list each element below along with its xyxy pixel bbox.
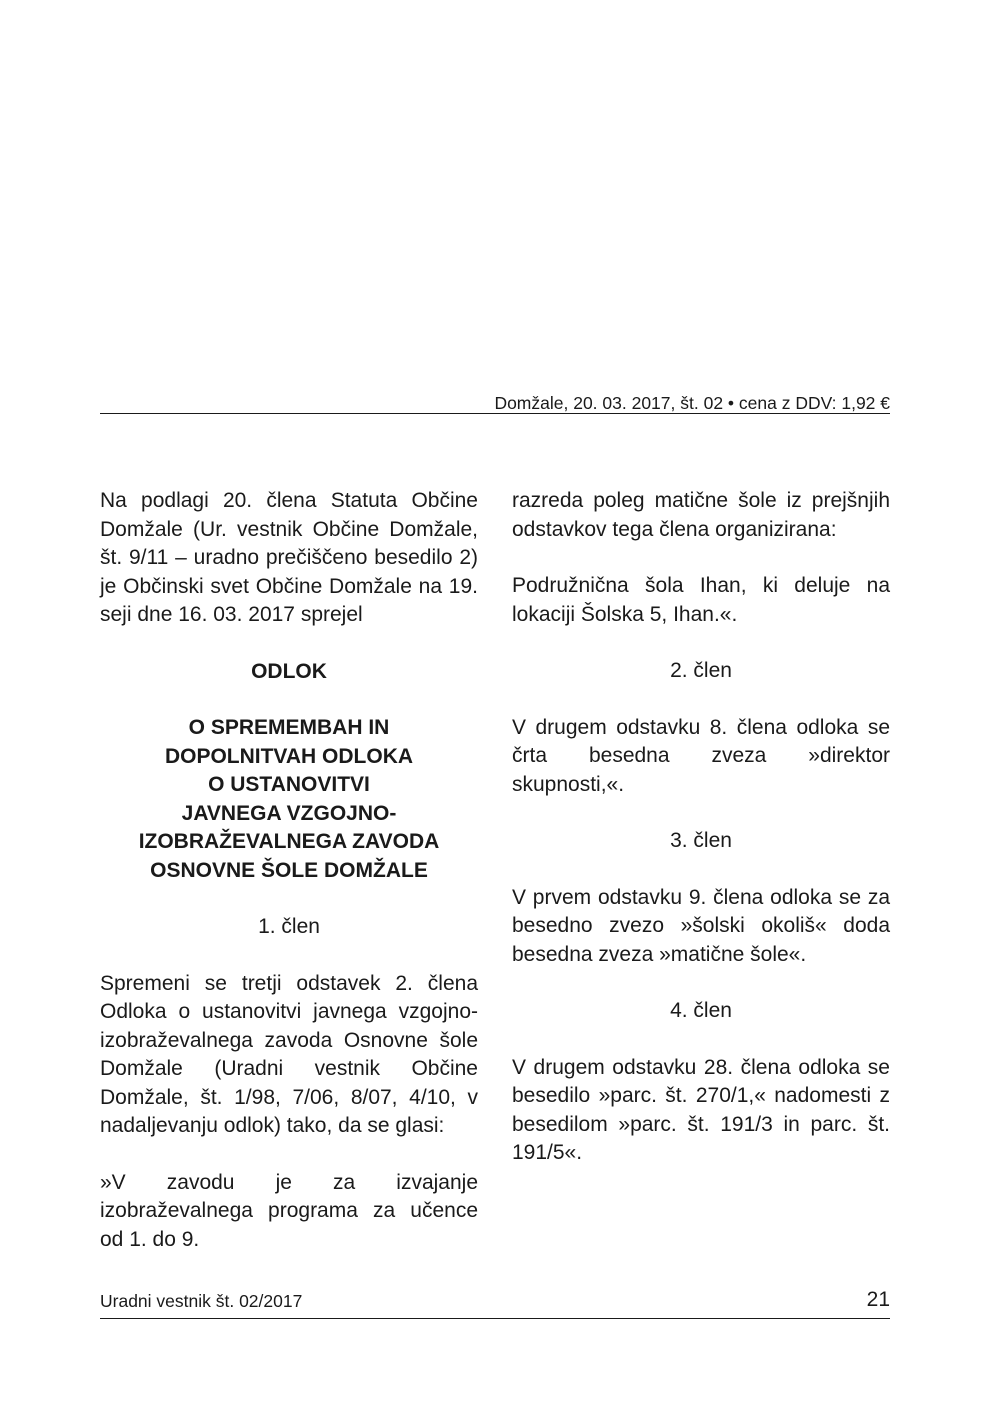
- subtitle-line: JAVNEGA VZGOJNO-: [181, 801, 397, 825]
- page-number: 21: [866, 1288, 890, 1311]
- subtitle-line: OSNOVNE ŠOLE DOMŽALE: [150, 858, 428, 882]
- right-column: [512, 487, 890, 1196]
- article-2-text: V drugem odstavku 8. člena odloka se črta besedna zveza »direktor skupnosti,«.: [512, 715, 890, 796]
- page-header: Domžale, 20. 03. 2017, št. 02 • cena z DDV: 1,92 €: [494, 393, 890, 413]
- publication-name: Uradni vestnik št. 02/2017: [100, 1291, 303, 1311]
- subtitle-line: DOPOLNITVAH ODLOKA: [164, 744, 414, 768]
- subtitle-line: O USTANOVITVI: [208, 773, 370, 796]
- header-divider: [100, 413, 890, 414]
- article-3-heading: 3. člen: [670, 829, 732, 852]
- intro-paragraph: Na podlagi 20. člena Statuta Občine Domžale (Ur. vestnik Občine Domžale, št. 9/11 – uradno prečiščeno besedilo 2) je Občinski svet Občine Domžale na 19. seji dne 16. 03. 2017 sprejel: [100, 489, 478, 626]
- article-1-text: Spremeni se tretji odstavek 2. člena Odloka o ustanovitvi javnega vzgojno-izobraževalnega zavoda Osnovne šole Domžale (Uradni vestnik Občine Domžale, št. 1/98, 7/06, 8/07, 4/10, v nadaljevanju odlok) tako, da se glasi:: [100, 971, 478, 1137]
- article-2-heading: 2. člen: [670, 659, 732, 682]
- left-column: [100, 487, 478, 1282]
- footer-divider: [100, 1318, 890, 1319]
- article-1-quote: »V zavodu je za izvajanje izobraževalnega programa za učence od 1. do 9.: [100, 1170, 478, 1251]
- document-subtitle: [100, 714, 478, 885]
- document-title: ODLOK: [251, 659, 327, 683]
- article-3-text: V prvem odstavku 9. člena odloka se za besedno zvezo »šolski okoliš« doda besedna zveza »matične šole«.: [512, 885, 890, 966]
- subtitle-line: IZOBRAŽEVALNEGA ZAVODA: [138, 830, 440, 853]
- article-4-heading: 4. člen: [670, 999, 732, 1022]
- quote-continuation: razreda poleg matične šole iz prejšnjih odstavkov tega člena organizirana:: [512, 489, 890, 541]
- article-4-text: V drugem odstavku 28. člena odloka se besedilo »parc. št. 270/1,« nadomesti z besedilom »parc. št. 191/3 in parc. št. 191/5«.: [512, 1055, 890, 1164]
- article-1-heading: 1. člen: [258, 915, 320, 938]
- quote-branch: Podružnična šola Ihan, ki deluje na lokaciji Šolska 5, Ihan.«.: [512, 574, 890, 626]
- subtitle-line: O SPREMEMBAH IN: [188, 716, 390, 739]
